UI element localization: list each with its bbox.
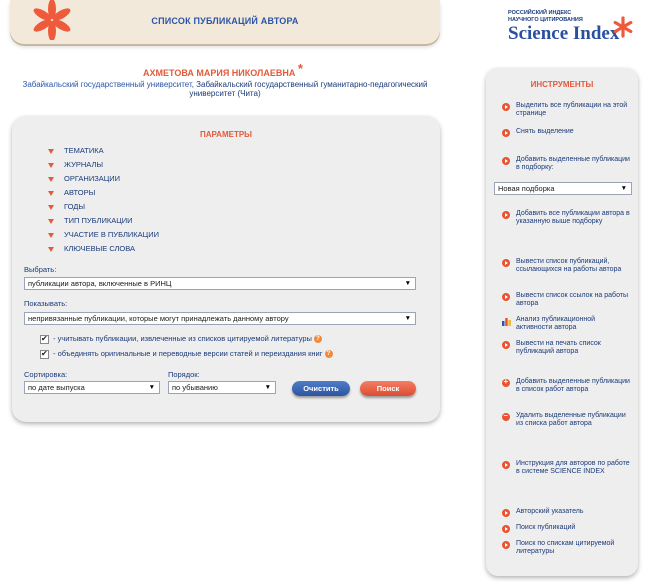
tools-title: ИНСТРУМЕНТЫ [530,80,594,89]
bar-chart-icon [502,317,510,325]
tools-panel [486,68,638,576]
arrow-circle-icon [502,259,510,267]
tool-deselect[interactable]: Снять выделение [502,128,632,136]
tool-add-all-to-collection[interactable]: Добавить все публикации автора в указанную выше подборку [502,210,632,226]
affiliation-link[interactable]: Забайкальский государственный университет [22,80,192,89]
expand-triangle-icon [48,163,54,168]
tool-print-list[interactable]: Вывести на печать список публикаций автора [502,340,632,356]
arrow-circle-icon [502,525,510,533]
sort-label: Сортировка: [24,370,68,379]
arrow-circle-icon [502,541,510,549]
filter-journals[interactable]: ЖУРНАЛЫ [48,158,159,172]
tool-activity-analysis[interactable]: Анализ публикационной активности автора [502,316,632,332]
expand-triangle-icon [48,191,54,196]
chevron-down-icon: ▼ [264,384,271,391]
collection-select[interactable]: Новая подборка ▼ [494,182,632,195]
expand-triangle-icon [48,149,54,154]
author-name: АХМЕТОВА МАРИЯ НИКОЛАЕВНА * [143,61,303,78]
show-select[interactable]: непривязанные публикации, которые могут принадлежать данному автору ▼ [24,312,416,325]
arrow-circle-icon [502,341,510,349]
expand-triangle-icon [48,219,54,224]
arrow-circle-icon [502,509,510,517]
tool-author-index[interactable]: Авторский указатель [502,508,632,516]
include-citations-checkbox[interactable] [40,335,49,344]
publication-scope-select[interactable]: публикации автора, включенные в РИНЦ ▼ [24,277,416,290]
show-label: Показывать: [24,299,68,308]
filter-publication-type[interactable]: ТИП ПУБЛИКАЦИИ [48,214,159,228]
arrow-circle-icon [502,157,510,165]
order-select[interactable]: по убыванию ▼ [168,381,276,394]
search-button[interactable]: Поиск [360,381,416,396]
tool-select-all[interactable]: Выделить все публикации на этой странице [502,102,632,118]
tool-reference-search[interactable]: Поиск по спискам цитируемой литературы [502,540,632,556]
expand-triangle-icon [48,233,54,238]
page-title: СПИСОК ПУБЛИКАЦИЙ АВТОРА [151,16,299,26]
tool-citations-list[interactable]: Вывести список ссылок на работы автора [502,292,632,308]
filter-years[interactable]: ГОДЫ [48,200,159,214]
help-icon[interactable]: ? [314,335,322,343]
brand-line2: НАУЧНОГО ЦИТИРОВАНИЯ [508,16,583,23]
author-star: * [297,61,303,76]
sort-select[interactable]: по дате выпуска ▼ [24,381,160,394]
expand-triangle-icon [48,177,54,182]
chevron-down-icon: ▼ [620,185,627,192]
tool-add-to-collection[interactable]: Добавить выделенные публикации в подборку: [502,156,632,172]
filter-topic[interactable]: ТЕМАТИКА [48,144,159,158]
arrow-circle-icon [502,103,510,111]
clear-button[interactable]: Очистить [292,381,350,396]
affiliation-rest: , Забайкальский государственный гуманитарно-педагогический университет (Чита) [189,80,428,98]
tool-publication-search[interactable]: Поиск публикаций [502,524,632,532]
science-index-logo[interactable] [508,10,638,50]
science-index-star-icon [612,16,634,38]
plus-circle-icon [502,379,510,387]
brand-line1: РОССИЙСКИЙ ИНДЕКС [508,10,572,16]
tool-author-instructions[interactable]: Инструкция для авторов по работе в системе SCIENCE INDEX [502,460,632,476]
arrow-circle-icon [502,129,510,137]
expand-triangle-icon [48,247,54,252]
author-affiliation [20,80,430,98]
help-icon[interactable]: ? [325,350,333,358]
filter-participation[interactable]: УЧАСТИЕ В ПУБЛИКАЦИИ [48,228,159,242]
expand-triangle-icon [48,205,54,210]
arrow-circle-icon [502,293,510,301]
filter-list [48,144,159,256]
tool-remove-from-author-works[interactable]: – Удалить выделенные публикации из списка работ автора [502,412,632,428]
select-label: Выбрать: [24,265,57,274]
chevron-down-icon: ▼ [148,384,155,391]
include-citations-row: ✔- учитывать публикации, извлеченные из списков цитируемой литературы ? [40,334,322,344]
parameters-panel [12,116,440,422]
order-label: Порядок: [168,370,200,379]
brand-name: Science Index [508,23,620,44]
tool-add-to-author-works[interactable]: + Добавить выделенные публикации в список работ автора [502,378,632,394]
header-banner [10,0,440,44]
chevron-down-icon: ▼ [404,280,411,287]
arrow-circle-icon [502,461,510,469]
chevron-down-icon: ▼ [404,315,411,322]
filter-authors[interactable]: АВТОРЫ [48,186,159,200]
tool-citing-publications[interactable]: Вывести список публикаций, ссылающихся на работы автора [502,258,632,274]
merge-versions-row: ✔- объединять оригинальные и переводные версии статей и переиздания книг ? [40,349,333,359]
filter-keywords[interactable]: КЛЮЧЕВЫЕ СЛОВА [48,242,159,256]
arrow-circle-icon [502,211,510,219]
minus-circle-icon [502,413,510,421]
parameters-title: ПАРАМЕТРЫ [200,130,252,139]
filter-organizations[interactable]: ОРГАНИЗАЦИИ [48,172,159,186]
merge-versions-checkbox[interactable] [40,350,49,359]
